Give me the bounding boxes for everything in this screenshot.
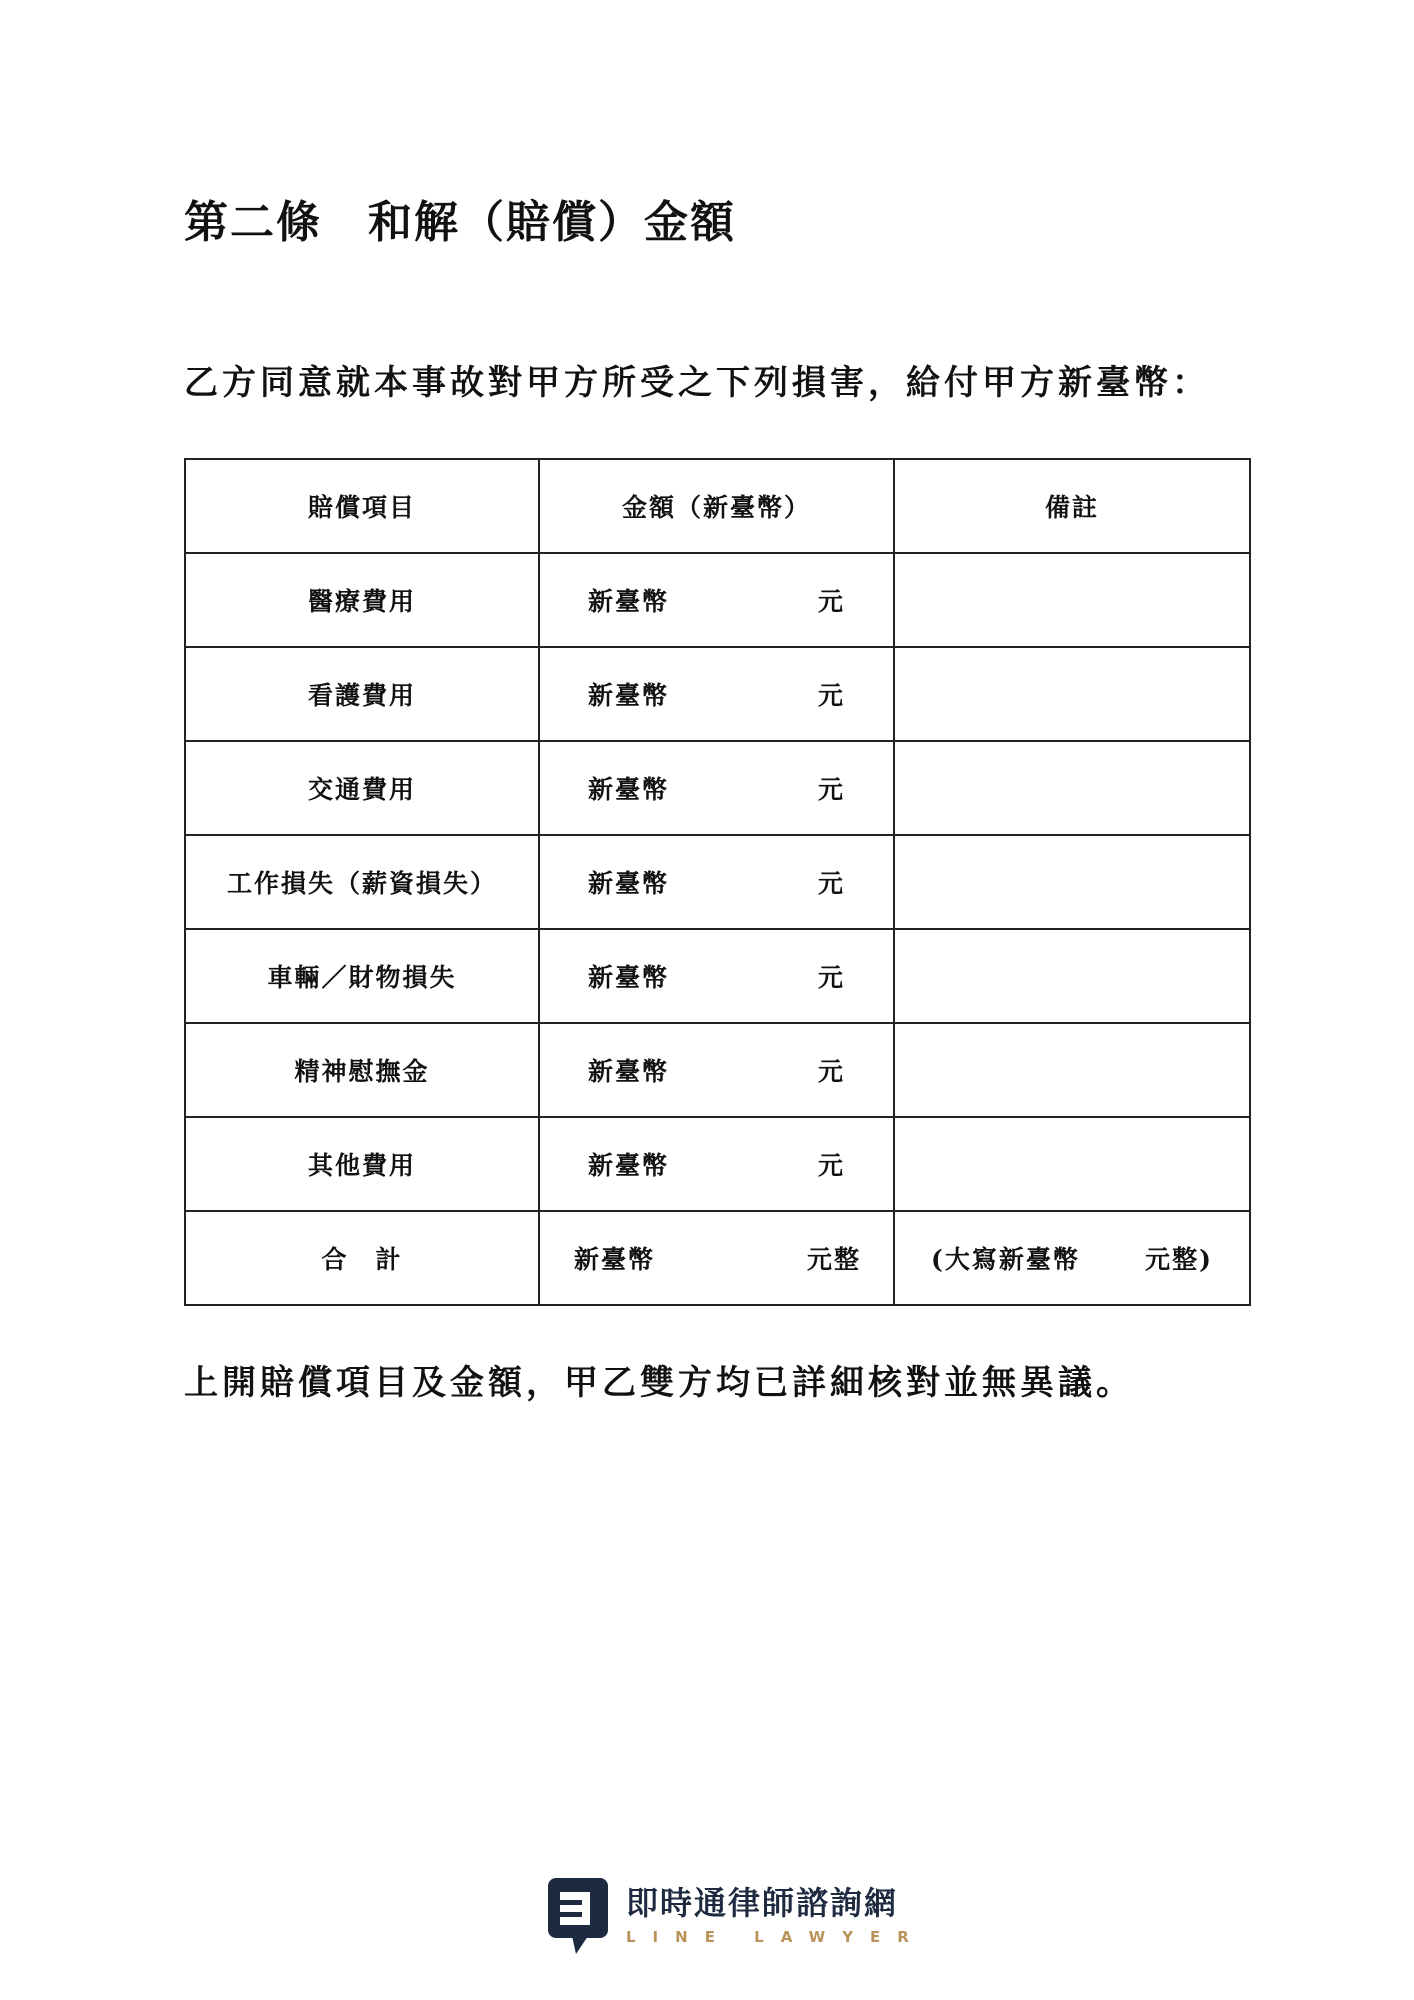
header-amount: 金額（新臺幣） <box>539 459 894 553</box>
row-item: 精神慰撫金 <box>185 1023 539 1117</box>
total-note <box>894 1211 1250 1305</box>
unit-label: 元 <box>817 869 845 898</box>
currency-label: 新臺幣 <box>588 775 670 804</box>
row-amount <box>539 553 894 647</box>
table-row <box>185 929 1250 1023</box>
brand-name-cn: 即時通律師諮詢網 <box>626 1884 899 1922</box>
row-amount <box>539 1117 894 1211</box>
total-label: 合 計 <box>185 1211 539 1305</box>
table-header-row <box>185 459 1250 553</box>
total-note-right: 元整) <box>1145 1245 1213 1274</box>
compensation-table <box>184 458 1251 1306</box>
currency-label: 新臺幣 <box>588 1057 670 1086</box>
closing-statement: 上開賠償項目及金額，甲乙雙方均已詳細核對並無異議。 <box>184 1363 1134 1403</box>
row-note <box>894 835 1250 929</box>
table-total-row <box>185 1211 1250 1305</box>
table-row <box>185 553 1250 647</box>
unit-label: 元 <box>817 1057 845 1086</box>
table-row <box>185 741 1250 835</box>
intro-paragraph: 乙方同意就本事故對甲方所受之下列損害，給付甲方新臺幣： <box>184 363 1210 403</box>
row-item: 車輛／財物損失 <box>185 929 539 1023</box>
article-title: 第二條 和解（賠償）金額 <box>184 197 736 248</box>
row-item: 看護費用 <box>185 647 539 741</box>
unit-label: 元 <box>817 775 845 804</box>
unit-label: 元 <box>817 963 845 992</box>
footer-logo <box>548 1878 926 1954</box>
row-item: 工作損失（薪資損失） <box>185 835 539 929</box>
row-amount <box>539 647 894 741</box>
currency-label: 新臺幣 <box>588 681 670 710</box>
unit-label: 元 <box>817 587 845 616</box>
row-amount <box>539 929 894 1023</box>
currency-label: 新臺幣 <box>588 963 670 992</box>
row-item: 其他費用 <box>185 1117 539 1211</box>
table-row <box>185 647 1250 741</box>
row-note <box>894 1117 1250 1211</box>
currency-label: 新臺幣 <box>588 869 670 898</box>
table-row <box>185 1117 1250 1211</box>
row-item: 醫療費用 <box>185 553 539 647</box>
unit-label: 元 <box>817 681 845 710</box>
total-note-left: (大寫新臺幣 <box>931 1245 1080 1274</box>
row-note <box>894 1023 1250 1117</box>
row-note <box>894 929 1250 1023</box>
currency-label: 新臺幣 <box>588 1151 670 1180</box>
total-amount <box>539 1211 894 1305</box>
row-note <box>894 741 1250 835</box>
total-currency-label: 新臺幣 <box>574 1245 656 1274</box>
row-amount <box>539 1023 894 1117</box>
row-note <box>894 553 1250 647</box>
header-item: 賠償項目 <box>185 459 539 553</box>
brand-name-en: LINE LAWYER <box>626 1928 926 1946</box>
row-item: 交通費用 <box>185 741 539 835</box>
currency-label: 新臺幣 <box>588 587 670 616</box>
unit-label: 元 <box>817 1151 845 1180</box>
header-note: 備註 <box>894 459 1250 553</box>
row-amount <box>539 835 894 929</box>
total-unit-label: 元整 <box>806 1245 861 1274</box>
row-amount <box>539 741 894 835</box>
row-note <box>894 647 1250 741</box>
table-row <box>185 835 1250 929</box>
line-lawyer-logo-icon <box>548 1878 608 1954</box>
table-row <box>185 1023 1250 1117</box>
